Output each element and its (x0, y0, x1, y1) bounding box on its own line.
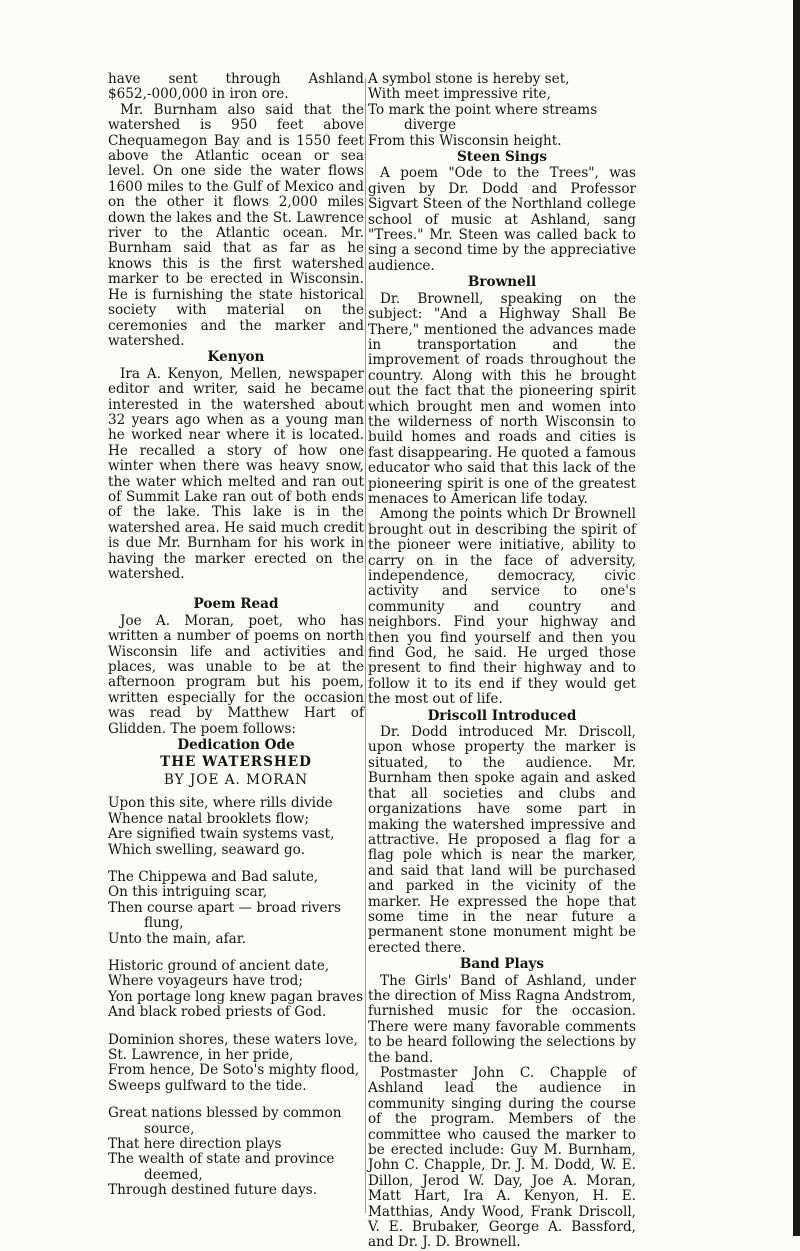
brownell-paragraph-1: Dr. Brownell, speaking on the subject: "And a Highway Shall Be There," mentioned the advances made in transportation and the improvement of roads throughout the country. Along with this he brought out the fact that the pioneering spirit which brought men and women into the wilderness of north Wisconsin to build homes and roads and cities is fast disappearing. He quoted a famous educator who said that this lack of the pioneering spirit is one of the greatest menaces to American life today. (368, 290, 636, 507)
poem-line: Historic ground of ancient date, (108, 957, 330, 974)
steen-heading: Steen Sings (456, 149, 548, 166)
poem-stanza-2 (108, 870, 364, 947)
band-paragraph: The Girls' Band of Ashland, under the direction of Miss Ragna Andstrom, furnished music for the occasion. There were many favorable comments to be heard following the selections by the band. (368, 972, 636, 1066)
poem-line: With meet impressive rite, (368, 86, 551, 103)
poem-stanza-3 (108, 959, 364, 1021)
poem-line: The wealth of state and province (108, 1151, 335, 1168)
kenyon-paragraph: Ira A. Kenyon, Mellen, newspaper editor and writer, said he became interested in the watershed about 32 years ago when as a young man he worked near where it is located. He recalled a story of how one winter when there was heavy snow, the water which melted and ran out of Summit Lake ran out of both ends of the lake. This lake is in the watershed area. He said much credit is due Mr. Burnham for his work in having the marker erected on the watershed. (108, 365, 364, 582)
poem-line: From this Wisconsin height. (368, 132, 562, 149)
driscoll-heading: Driscoll Introduced (427, 707, 577, 724)
poem-line: From hence, De Soto's mighty flood, (108, 1062, 360, 1079)
poem-read-paragraph: Joe A. Moran, poet, who has written a number of poems on north Wisconsin life and activities and places, was unable to be at the afternoon program but his poem, written especially for the occasion was read by Matthew Hart of Glidden. The poem follows: (108, 612, 364, 737)
chapple-paragraph: Postmaster John C. Chapple of Ashland lead the audience in community singing during the course of the program. Members of the committee who caused the marker to be erected include: Guy M. Burnham, John C. Chapple, Dr. J. M. Dodd, W. E. Dillon, Jerod W. Day, Joe A. Moran, Matt Hart, Ira A. Kenyon, H. E. Matthias, Andy Wood, Frank Driscoll, V. E. Brubaker, George A. Bassford, and Dr. J. D. Brownell. (368, 1065, 636, 1251)
scan-border (793, 0, 800, 1236)
poem-line-continuation: flung, (144, 915, 184, 932)
poem-line: Great nations blessed by common (108, 1105, 342, 1122)
poem-line: That here direction plays (108, 1136, 282, 1152)
poem-line: The Chippewa and Bad salute, (108, 868, 319, 885)
dedication-ode-heading: Dedication Ode (177, 737, 295, 754)
poem-stanza-5 (108, 1106, 364, 1198)
burnham-paragraph: Mr. Burnham also said that the watershed is 950 feet above Chequamegon Bay and is 1550 feet above the Atlantic ocean or sea level. On one side the water flows 1600 miles to the Gulf of Mexico and on the other it flows 2,000 miles down the lakes and the St. Lawrence river to the Atlantic ocean. Mr. Burnham said that as far as he knows this is the first watershed marker to be erected in Wisconsin. He is furnishing the state historical society with material on the ceremonies and the marker and watershed. (108, 101, 364, 349)
poem-stanza-1 (108, 796, 364, 858)
steen-paragraph: A poem "Ode to the Trees", was given by Dr. Dodd and Professor Sigvart Steen of the Northland college school of music at Ashland, sang "Trees." Mr. Steen was called back to sing a second time by the appreciative audience. (368, 165, 636, 274)
poem-line: Where voyageurs have trod; (108, 973, 303, 990)
poem-line-continuation: deemed, (144, 1166, 203, 1183)
poem-line-continuation: diverge (404, 117, 457, 134)
column-divider (365, 78, 366, 1213)
poem-stanza-6 (368, 72, 636, 149)
poem-line: Then course apart — broad rivers (108, 899, 341, 916)
poem-line: And black robed priests of God. (108, 1004, 327, 1021)
left-column (108, 72, 364, 1211)
poem-line-continuation: source, (144, 1120, 195, 1137)
poem-stanza-4 (108, 1033, 364, 1095)
intro-paragraph: have sent through Ashland $652,-000,000 in iron ore. (108, 71, 364, 103)
poem-line: Upon this site, where rills divide (108, 795, 333, 812)
poem-line: Through destined future days. (108, 1182, 318, 1199)
poem-line: To mark the point where streams (368, 101, 598, 118)
poem-line: Unto the main, afar. (108, 930, 247, 947)
driscoll-paragraph: Dr. Dodd introduced Mr. Driscoll, upon whose property the marker is situated, to the audience. Mr. Burnham then spoke again and asked that all societies and clubs and organizations have some part in making the watershed impressive and attractive. He proposed a flag for a flag pole which is near the marker, and said that land will be purchased and parked in the vicinity of the marker. He expressed the hope that some time in the near future a permanent stone monument might be erected there. (368, 724, 636, 956)
poem-line: Yon portage long knew pagan braves (108, 988, 364, 1005)
poem-title: THE WATERSHED (160, 754, 312, 771)
brownell-heading: Brownell (467, 274, 537, 291)
brownell-paragraph-2: Among the points which Dr Brownell brought out in describing the spirit of the pioneer were initiative, ability to carry on in the face of adversity, independence, democracy, civic activity and service to one's community and country and neighbors. Find your highway and then you find yourself and then you find God, he said. He urged those present to find their highway and to follow it to its end if they would get the most out of life. (368, 506, 636, 708)
poem-line: Sweeps gulfward to the tide. (108, 1077, 307, 1094)
kenyon-heading: Kenyon (207, 349, 265, 366)
band-heading: Band Plays (459, 956, 545, 973)
right-column (368, 72, 636, 1251)
poem-line: St. Lawrence, in her pride, (108, 1046, 294, 1063)
poem-line: On this intriguing scar, (108, 884, 268, 901)
poem-line: Are signified twain systems vast, (108, 826, 335, 843)
poem-line: Which swelling, seaward go. (108, 841, 305, 858)
poem-line: Dominion shores, these waters love, (108, 1031, 358, 1048)
poem-read-heading: Poem Read (193, 596, 279, 613)
poem-author: BY JOE A. MORAN (163, 771, 309, 788)
poem-line: A symbol stone is hereby set, (368, 71, 570, 87)
poem-line: Whence natal brooklets flow; (108, 810, 310, 827)
